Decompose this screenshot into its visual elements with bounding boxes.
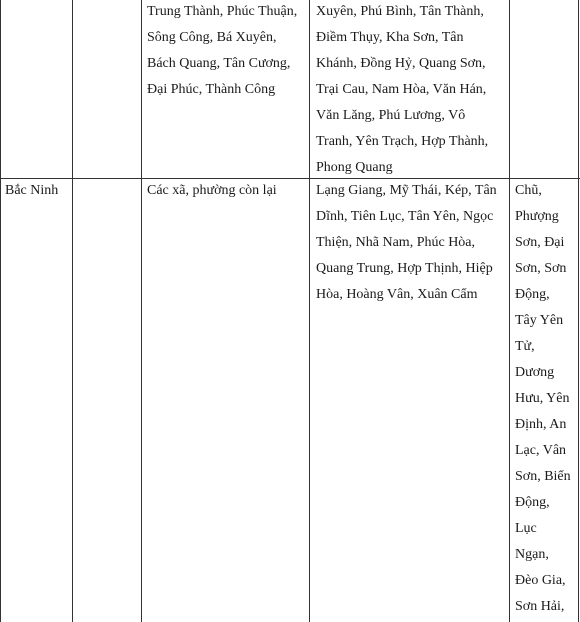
column-divider — [309, 0, 310, 622]
table-cell-communes: Lạng Giang, Mỹ Thái, Kép, Tân Dĩnh, Tiên Lục, Tân Yên, Ngọc Thiện, Nhã Nam, Phúc Hòa, Quang Trung, Hợp Thịnh, Hiệp Hòa, Hoàng Vân, Xuân Cẩm — [316, 183, 497, 302]
table-cell-communes: Trung Thành, Phúc Thuận, Sông Công, Bá Xuyên, Bách Quang, Tân Cương, Đại Phúc, Thành Công — [147, 4, 298, 97]
column-divider — [141, 0, 142, 622]
table-cell-communes: Xuyên, Phú Bình, Tân Thành, Điềm Thụy, Kha Sơn, Tân Khánh, Đồng Hỷ, Quang Sơn, Trại Cau, Nam Hòa, Văn Hán, Văn Lăng, Phú Lương, Vô Tranh, Yên Trạch, Hợp Thành, Phong Quang — [316, 4, 489, 175]
table-border-left — [0, 0, 1, 622]
table-cell-communes: Chũ, Phượng Sơn, Đại Sơn, Sơn Động, Tây Yên Tử, Dương Hưu, Yên Định, An Lạc, Vân Sơn, Biển Động, Lục Ngạn, Đèo Gia, Sơn Hải, — [515, 183, 571, 614]
table-border-right — [578, 0, 579, 622]
table-cell-province: Bắc Ninh — [5, 183, 59, 198]
table-cell-communes: Các xã, phường còn lại — [147, 183, 277, 198]
column-divider — [72, 0, 73, 622]
column-divider — [509, 0, 510, 622]
